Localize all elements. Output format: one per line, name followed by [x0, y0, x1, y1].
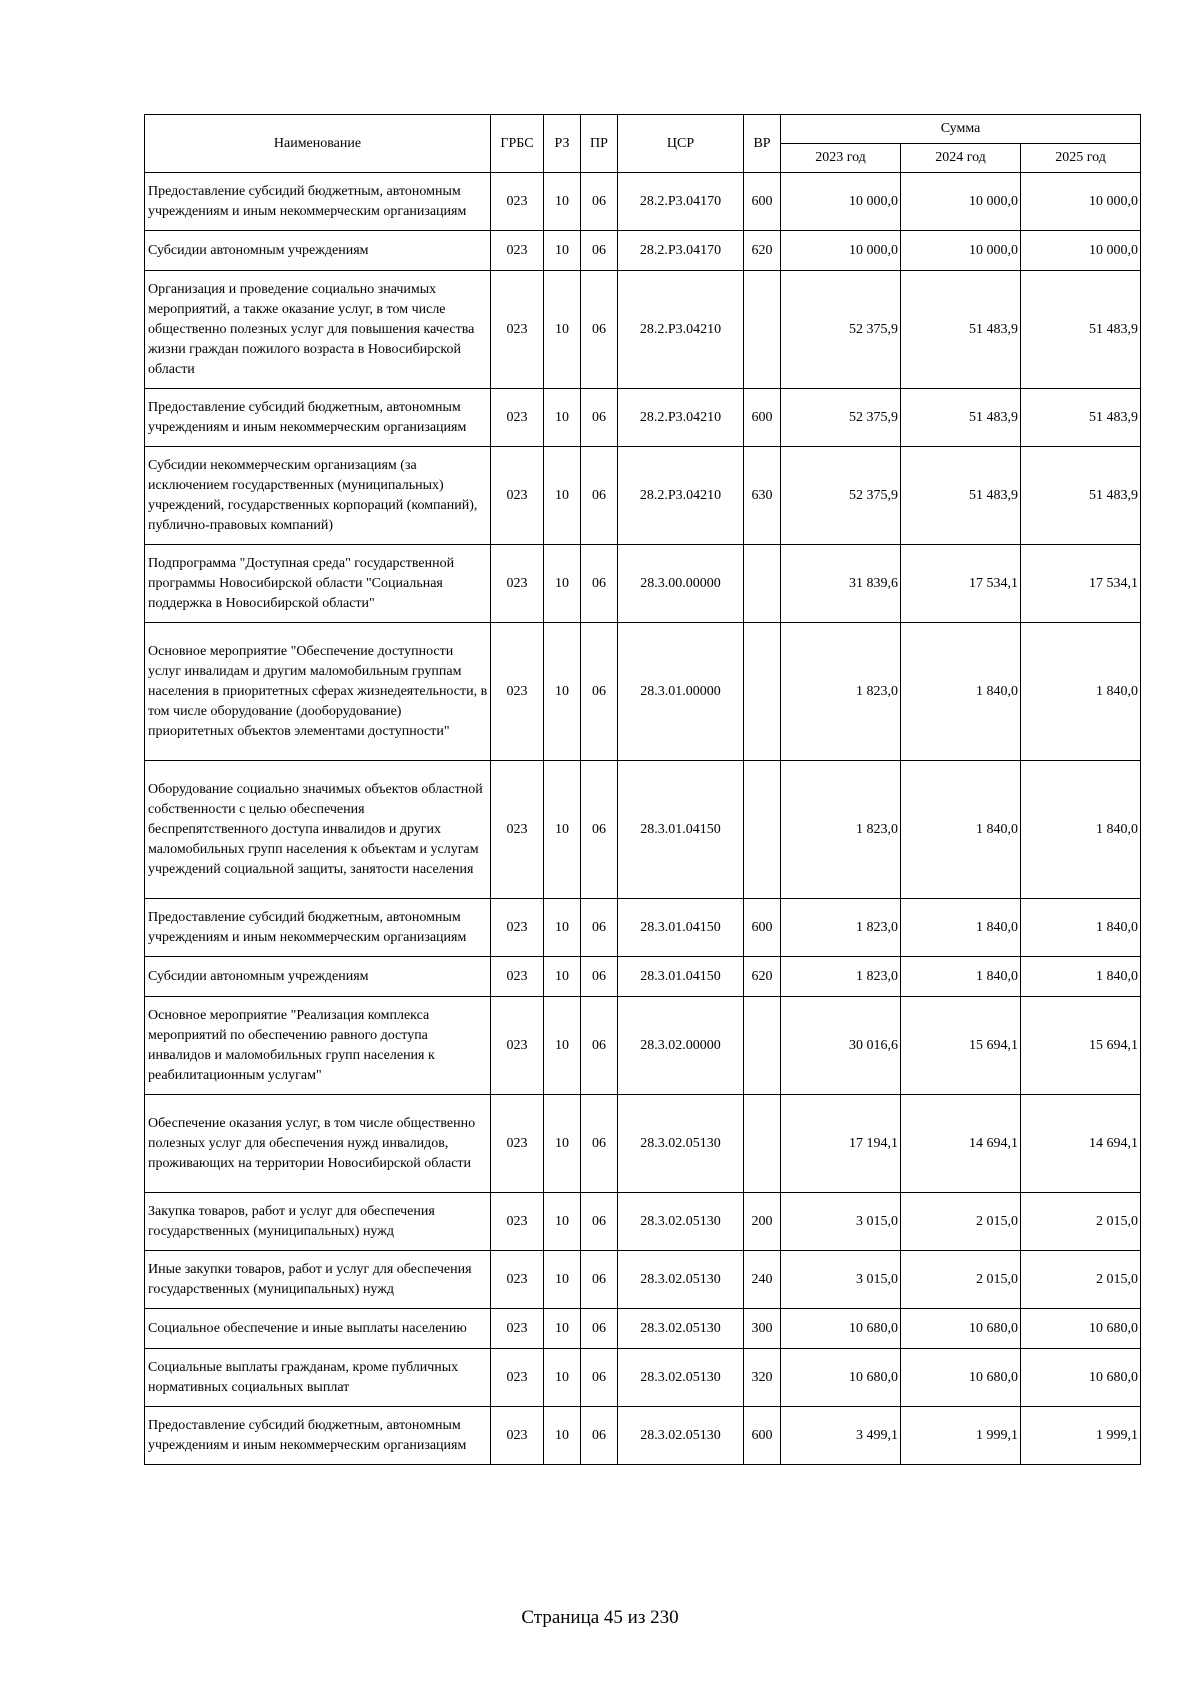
- row-vr-cell: 240: [744, 1251, 781, 1309]
- row-pr-cell: 06: [581, 231, 618, 271]
- row-rz-cell: 10: [544, 761, 581, 899]
- row-rz-cell: 10: [544, 1251, 581, 1309]
- table-row: [145, 1309, 1141, 1349]
- row-2025-cell: 2 015,0: [1021, 1193, 1141, 1251]
- row-name-cell: Субсидии автономным учреждениям: [145, 231, 491, 271]
- row-2024-cell: 1 999,1: [901, 1407, 1021, 1465]
- row-2023-cell: 1 823,0: [781, 761, 901, 899]
- row-pr-cell: 06: [581, 761, 618, 899]
- row-vr-cell: [744, 761, 781, 899]
- row-grbs-cell: 023: [491, 1407, 544, 1465]
- row-name-cell: Оборудование социально значимых объектов областной собственности с целью обеспечения беспрепятственного доступа инвалидов и других маломобильных групп населения к объектам и услугам учреждений социальной защиты, занятости населения: [145, 761, 491, 899]
- row-rz-cell: 10: [544, 271, 581, 389]
- row-csr-cell: 28.3.01.04150: [618, 761, 744, 899]
- row-pr-cell: 06: [581, 1193, 618, 1251]
- row-grbs-cell: 023: [491, 1251, 544, 1309]
- row-2025-cell: 15 694,1: [1021, 997, 1141, 1095]
- col-sum-header: Сумма: [781, 115, 1141, 144]
- row-csr-cell: 28.2.P3.04210: [618, 271, 744, 389]
- row-rz-cell: 10: [544, 1309, 581, 1349]
- row-2024-cell: 1 840,0: [901, 899, 1021, 957]
- row-rz-cell: 10: [544, 389, 581, 447]
- row-name-cell: Субсидии автономным учреждениям: [145, 957, 491, 997]
- table-row: [145, 231, 1141, 271]
- row-2024-cell: 17 534,1: [901, 545, 1021, 623]
- row-2023-cell: 52 375,9: [781, 271, 901, 389]
- row-csr-cell: 28.3.02.05130: [618, 1349, 744, 1407]
- row-vr-cell: [744, 997, 781, 1095]
- row-name-cell: Социальные выплаты гражданам, кроме публичных нормативных социальных выплат: [145, 1349, 491, 1407]
- col-pr-header: ПР: [581, 115, 618, 173]
- row-2024-cell: 2 015,0: [901, 1193, 1021, 1251]
- row-csr-cell: 28.2.P3.04170: [618, 173, 744, 231]
- row-2023-cell: 52 375,9: [781, 447, 901, 545]
- row-vr-cell: [744, 271, 781, 389]
- row-vr-cell: 600: [744, 389, 781, 447]
- table-row: [145, 447, 1141, 545]
- col-2024-header: 2024 год: [901, 144, 1021, 173]
- row-csr-cell: 28.3.02.00000: [618, 997, 744, 1095]
- col-vr-header: ВР: [744, 115, 781, 173]
- row-name-cell: Основное мероприятие "Реализация комплекса мероприятий по обеспечению равного доступа инвалидов и маломобильных групп населения к реабилитационным услугам": [145, 997, 491, 1095]
- row-csr-cell: 28.3.01.04150: [618, 899, 744, 957]
- row-vr-cell: [744, 1095, 781, 1193]
- row-pr-cell: 06: [581, 997, 618, 1095]
- table-row: [145, 1193, 1141, 1251]
- row-2025-cell: 51 483,9: [1021, 271, 1141, 389]
- row-grbs-cell: 023: [491, 173, 544, 231]
- table-row: [145, 545, 1141, 623]
- row-2025-cell: 1 840,0: [1021, 957, 1141, 997]
- row-2024-cell: 15 694,1: [901, 997, 1021, 1095]
- row-name-cell: Предоставление субсидий бюджетным, автономным учреждениям и иным некоммерческим организациям: [145, 899, 491, 957]
- row-grbs-cell: 023: [491, 447, 544, 545]
- table-row: [145, 1251, 1141, 1309]
- table-row: [145, 173, 1141, 231]
- row-pr-cell: 06: [581, 1349, 618, 1407]
- row-rz-cell: 10: [544, 1349, 581, 1407]
- row-csr-cell: 28.3.02.05130: [618, 1095, 744, 1193]
- row-pr-cell: 06: [581, 545, 618, 623]
- row-pr-cell: 06: [581, 1095, 618, 1193]
- row-grbs-cell: 023: [491, 997, 544, 1095]
- row-2025-cell: 10 000,0: [1021, 231, 1141, 271]
- table-body: [145, 173, 1141, 1465]
- row-2024-cell: 10 000,0: [901, 173, 1021, 231]
- row-grbs-cell: 023: [491, 1095, 544, 1193]
- row-vr-cell: 620: [744, 231, 781, 271]
- row-2025-cell: 1 840,0: [1021, 623, 1141, 761]
- row-2023-cell: 30 016,6: [781, 997, 901, 1095]
- row-grbs-cell: 023: [491, 623, 544, 761]
- table-row: [145, 389, 1141, 447]
- row-2023-cell: 10 680,0: [781, 1309, 901, 1349]
- row-2023-cell: 3 015,0: [781, 1193, 901, 1251]
- row-name-cell: Предоставление субсидий бюджетным, автономным учреждениям и иным некоммерческим организациям: [145, 1407, 491, 1465]
- row-name-cell: Основное мероприятие "Обеспечение доступности услуг инвалидам и другим маломобильным группам населения в приоритетных сферах жизнедеятельности, в том числе оборудование (дооборудование) приоритетных объектов элементами доступности": [145, 623, 491, 761]
- row-2023-cell: 3 015,0: [781, 1251, 901, 1309]
- row-grbs-cell: 023: [491, 761, 544, 899]
- row-2025-cell: 1 840,0: [1021, 899, 1141, 957]
- row-vr-cell: 320: [744, 1349, 781, 1407]
- row-vr-cell: 300: [744, 1309, 781, 1349]
- table-row: [145, 761, 1141, 899]
- row-2024-cell: 10 680,0: [901, 1349, 1021, 1407]
- row-name-cell: Предоставление субсидий бюджетным, автономным учреждениям и иным некоммерческим организациям: [145, 389, 491, 447]
- row-pr-cell: 06: [581, 389, 618, 447]
- row-2023-cell: 52 375,9: [781, 389, 901, 447]
- row-2024-cell: 51 483,9: [901, 389, 1021, 447]
- row-grbs-cell: 023: [491, 271, 544, 389]
- row-rz-cell: 10: [544, 899, 581, 957]
- row-2023-cell: 10 000,0: [781, 231, 901, 271]
- row-csr-cell: 28.2.P3.04210: [618, 447, 744, 545]
- row-grbs-cell: 023: [491, 545, 544, 623]
- row-vr-cell: 600: [744, 173, 781, 231]
- page-number: Страница 45 из 230: [521, 1607, 679, 1628]
- row-grbs-cell: 023: [491, 899, 544, 957]
- row-grbs-cell: 023: [491, 957, 544, 997]
- row-2023-cell: 31 839,6: [781, 545, 901, 623]
- row-vr-cell: 620: [744, 957, 781, 997]
- row-rz-cell: 10: [544, 1407, 581, 1465]
- row-csr-cell: 28.3.02.05130: [618, 1407, 744, 1465]
- row-2024-cell: 14 694,1: [901, 1095, 1021, 1193]
- col-csr-header: ЦСР: [618, 115, 744, 173]
- row-name-cell: Социальное обеспечение и иные выплаты населению: [145, 1309, 491, 1349]
- budget-table: [144, 114, 1141, 1465]
- row-2023-cell: 1 823,0: [781, 623, 901, 761]
- row-name-cell: Закупка товаров, работ и услуг для обеспечения государственных (муниципальных) нужд: [145, 1193, 491, 1251]
- row-grbs-cell: 023: [491, 1193, 544, 1251]
- row-rz-cell: 10: [544, 623, 581, 761]
- col-grbs-header: ГРБС: [491, 115, 544, 173]
- row-pr-cell: 06: [581, 1309, 618, 1349]
- row-2025-cell: 51 483,9: [1021, 447, 1141, 545]
- row-2025-cell: 1 840,0: [1021, 761, 1141, 899]
- row-csr-cell: 28.3.01.00000: [618, 623, 744, 761]
- row-pr-cell: 06: [581, 447, 618, 545]
- row-2024-cell: 51 483,9: [901, 271, 1021, 389]
- col-name-header: Наименование: [145, 115, 491, 173]
- row-2024-cell: 10 000,0: [901, 231, 1021, 271]
- row-grbs-cell: 023: [491, 231, 544, 271]
- row-2025-cell: 2 015,0: [1021, 1251, 1141, 1309]
- row-csr-cell: 28.2.P3.04210: [618, 389, 744, 447]
- row-name-cell: Иные закупки товаров, работ и услуг для обеспечения государственных (муниципальных) нужд: [145, 1251, 491, 1309]
- row-vr-cell: 600: [744, 899, 781, 957]
- row-2024-cell: 10 680,0: [901, 1309, 1021, 1349]
- row-2024-cell: 1 840,0: [901, 957, 1021, 997]
- table-row: [145, 623, 1141, 761]
- table-row: [145, 899, 1141, 957]
- row-name-cell: Субсидии некоммерческим организациям (за исключением государственных (муниципальных) учреждений, государственных корпораций (компаний), публично-правовых компаний): [145, 447, 491, 545]
- row-pr-cell: 06: [581, 173, 618, 231]
- row-2025-cell: 10 680,0: [1021, 1309, 1141, 1349]
- table-row: [145, 957, 1141, 997]
- row-csr-cell: 28.3.02.05130: [618, 1193, 744, 1251]
- row-csr-cell: 28.3.02.05130: [618, 1251, 744, 1309]
- row-2025-cell: 1 999,1: [1021, 1407, 1141, 1465]
- row-2025-cell: 17 534,1: [1021, 545, 1141, 623]
- row-csr-cell: 28.2.P3.04170: [618, 231, 744, 271]
- row-2023-cell: 10 680,0: [781, 1349, 901, 1407]
- row-2025-cell: 10 680,0: [1021, 1349, 1141, 1407]
- table-row: [145, 997, 1141, 1095]
- row-2025-cell: 10 000,0: [1021, 173, 1141, 231]
- row-rz-cell: 10: [544, 545, 581, 623]
- row-rz-cell: 10: [544, 173, 581, 231]
- row-2023-cell: 1 823,0: [781, 957, 901, 997]
- row-grbs-cell: 023: [491, 1349, 544, 1407]
- row-name-cell: Предоставление субсидий бюджетным, автономным учреждениям и иным некоммерческим организациям: [145, 173, 491, 231]
- table-row: [145, 1349, 1141, 1407]
- table-row: [145, 1407, 1141, 1465]
- row-vr-cell: 600: [744, 1407, 781, 1465]
- row-rz-cell: 10: [544, 957, 581, 997]
- row-pr-cell: 06: [581, 899, 618, 957]
- row-2025-cell: 14 694,1: [1021, 1095, 1141, 1193]
- row-pr-cell: 06: [581, 623, 618, 761]
- row-rz-cell: 10: [544, 1193, 581, 1251]
- table-row: [145, 1095, 1141, 1193]
- row-2024-cell: 2 015,0: [901, 1251, 1021, 1309]
- col-2025-header: 2025 год: [1021, 144, 1141, 173]
- row-pr-cell: 06: [581, 1407, 618, 1465]
- row-grbs-cell: 023: [491, 389, 544, 447]
- row-grbs-cell: 023: [491, 1309, 544, 1349]
- table-header: [145, 115, 1141, 173]
- row-pr-cell: 06: [581, 1251, 618, 1309]
- row-vr-cell: 200: [744, 1193, 781, 1251]
- row-vr-cell: 630: [744, 447, 781, 545]
- row-2023-cell: 3 499,1: [781, 1407, 901, 1465]
- col-rz-header: РЗ: [544, 115, 581, 173]
- row-pr-cell: 06: [581, 957, 618, 997]
- row-name-cell: Обеспечение оказания услуг, в том числе общественно полезных услуг для обеспечения нужд инвалидов, проживающих на территории Новосибирской области: [145, 1095, 491, 1193]
- row-rz-cell: 10: [544, 1095, 581, 1193]
- row-2023-cell: 17 194,1: [781, 1095, 901, 1193]
- row-name-cell: Организация и проведение социально значимых мероприятий, а также оказание услуг, в том числе общественно полезных услуг для повышения качества жизни граждан пожилого возраста в Новосибирской области: [145, 271, 491, 389]
- row-2025-cell: 51 483,9: [1021, 389, 1141, 447]
- row-name-cell: Подпрограмма "Доступная среда" государственной программы Новосибирской области "Социальная поддержка в Новосибирской области": [145, 545, 491, 623]
- row-rz-cell: 10: [544, 231, 581, 271]
- row-pr-cell: 06: [581, 271, 618, 389]
- row-rz-cell: 10: [544, 447, 581, 545]
- row-2024-cell: 1 840,0: [901, 623, 1021, 761]
- row-csr-cell: 28.3.02.05130: [618, 1309, 744, 1349]
- row-vr-cell: [744, 623, 781, 761]
- table-row: [145, 271, 1141, 389]
- row-csr-cell: 28.3.00.00000: [618, 545, 744, 623]
- col-2023-header: 2023 год: [781, 144, 901, 173]
- row-2023-cell: 10 000,0: [781, 173, 901, 231]
- row-csr-cell: 28.3.01.04150: [618, 957, 744, 997]
- row-2024-cell: 51 483,9: [901, 447, 1021, 545]
- row-2023-cell: 1 823,0: [781, 899, 901, 957]
- row-2024-cell: 1 840,0: [901, 761, 1021, 899]
- row-vr-cell: [744, 545, 781, 623]
- row-rz-cell: 10: [544, 997, 581, 1095]
